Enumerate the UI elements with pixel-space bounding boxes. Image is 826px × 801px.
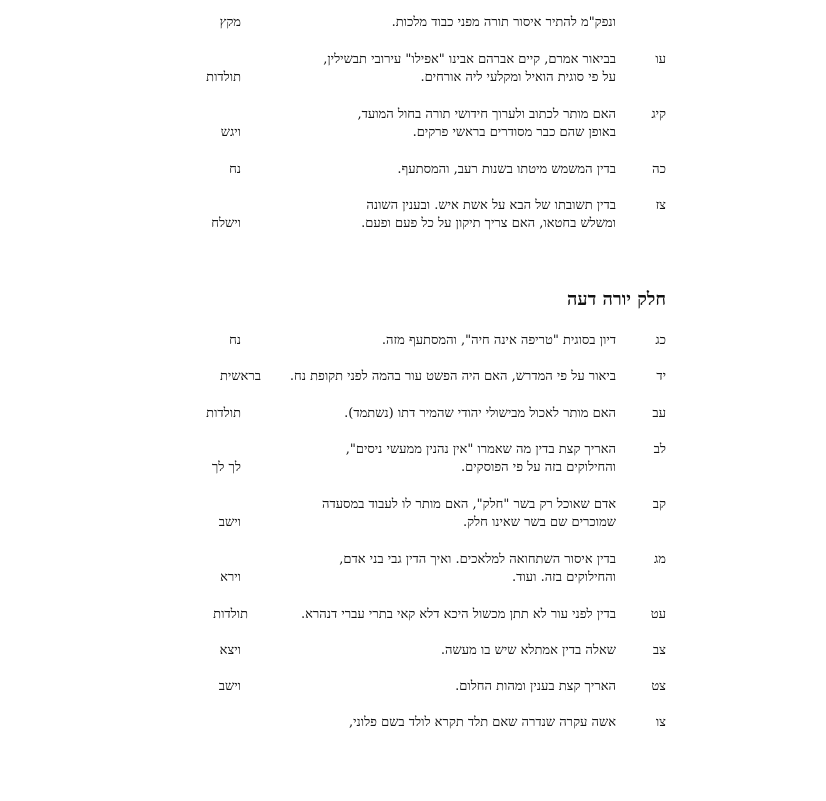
entry-parasha: בראשית <box>220 369 261 384</box>
entry-line: ומשלש בחטאו, האם צריך תיקון על כל פעם ופעם. <box>361 216 616 231</box>
entry-line: האם מותר לאכול מבישולי יהודי שהמיר דתו (נשתמד). <box>344 406 616 421</box>
entry-parasha: לך לך <box>211 460 241 475</box>
entry-line: האריך קצת בענין ומהות החלום. <box>455 679 616 694</box>
entry-text <box>236 496 616 532</box>
entry-line: ונפק"מ להתיר איסור תורה מפני כבוד מלכות. <box>391 15 616 30</box>
entry-parasha: נח <box>229 333 241 348</box>
entry-number: כה <box>652 162 666 177</box>
entry-text <box>236 106 616 142</box>
entry-number: צב <box>652 643 666 658</box>
entry-number: יד <box>656 369 666 384</box>
entry-number: לב <box>653 442 666 457</box>
entry-parasha: ויצא <box>219 643 241 658</box>
entry-line: בדין המשמש מיטתו בשנות רעב, והמסתעף. <box>397 162 616 177</box>
entry-line: באופן שהם כבר מסודרים בראשי פרקים. <box>412 125 616 140</box>
entry-parasha: נח <box>229 162 241 177</box>
entry-number: צט <box>651 679 666 694</box>
entry-number: קב <box>652 497 666 512</box>
section-title: חלק יורה דעה <box>567 289 666 310</box>
entry-parasha: ויגש <box>220 125 241 140</box>
entry-text <box>216 368 616 386</box>
entry-text <box>236 678 616 696</box>
entry-line: והחילוקים בזה. ועוד. <box>512 570 616 585</box>
entry-text <box>236 551 616 587</box>
entry-text <box>216 606 616 624</box>
entry-line: ביאור על פי המדרש, האם היה הפשט עור בהמה לפני תקופת נח. <box>289 369 616 384</box>
entry-parasha: וישב <box>218 679 241 694</box>
entry-parasha: וישב <box>218 515 241 530</box>
entry-text <box>236 51 616 87</box>
entry-line: שמוכרים שם בשר שאינו חלק. <box>462 515 616 530</box>
entry-parasha: וירא <box>220 570 241 585</box>
entry-text <box>236 405 616 423</box>
entry-line: האריך קצת בדין מה שאמרו "אין נהנין ממעשי ניסים", <box>345 442 616 457</box>
entry-number: עט <box>650 607 666 622</box>
entry-line: בדין לפני עור לא תתן מכשול היכא דלא קאי בתרי עברי דנהרא. <box>300 607 616 622</box>
entry-text <box>236 14 616 32</box>
entry-text <box>236 714 616 732</box>
entry-text <box>236 642 616 660</box>
entry-parasha: תולדות <box>213 607 248 622</box>
entry-number: עו <box>655 52 666 67</box>
entry-line: והחילוקים בזה על פי הפוסקים. <box>461 460 616 475</box>
entry-number: צז <box>655 198 666 213</box>
entry-parasha: וישלח <box>211 216 241 231</box>
entry-line: דיון בסוגית "טריפה אינה חיה", והמסתעף מזה. <box>381 333 616 348</box>
entry-parasha: תולדות <box>206 406 241 421</box>
entry-text <box>236 161 616 179</box>
entry-text <box>236 332 616 350</box>
entry-number: עב <box>652 406 666 421</box>
entry-line: שאלה בדין אמתלא שיש בו מעשה. <box>440 643 616 658</box>
entry-number: כג <box>655 333 666 348</box>
entry-line: בביאור אמרם, קיים אברהם אבינו "אפילו" עירובי תבשילין, <box>323 52 616 67</box>
entry-text <box>236 441 616 477</box>
entry-line: אדם שאוכל רק בשר "חלק", האם מותר לו לעבוד במסעדה <box>321 497 616 512</box>
entry-line: בדין תשובתו של הבא על אשת איש. ובענין השונה <box>366 198 616 213</box>
entry-number: מג <box>654 552 666 567</box>
entry-number: קיג <box>651 107 666 122</box>
entry-parasha: מקץ <box>219 15 241 30</box>
entry-parasha: תולדות <box>206 70 241 85</box>
entry-line: על פי סוגית הואיל ומקלעי ליה אורחים. <box>420 70 616 85</box>
entry-line: אשה עקרה שנדרה שאם תלד תקרא לולד בשם פלוני, <box>348 715 616 730</box>
entry-line: בדין איסור השתחואה למלאכים. ואיך הדין גבי בני אדם, <box>339 552 616 567</box>
entry-text <box>236 197 616 233</box>
entry-number: צו <box>655 715 666 730</box>
entry-line: האם מותר לכתוב ולערוך חידושי תורה בחול המועד, <box>357 107 616 122</box>
